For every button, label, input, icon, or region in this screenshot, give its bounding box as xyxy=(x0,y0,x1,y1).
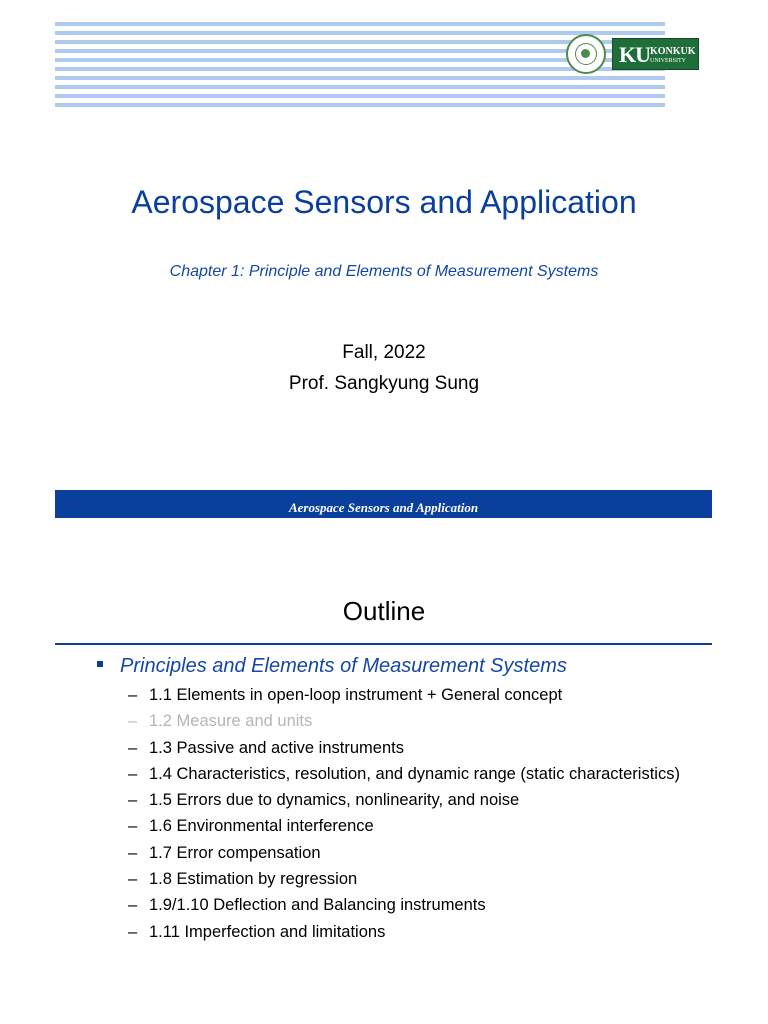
konkuk-university-logo xyxy=(612,38,699,70)
footer-banner: Aerospace Sensors and Application xyxy=(55,490,712,518)
outline-title: Outline xyxy=(342,596,426,626)
logo-name: KONKUK xyxy=(650,46,696,57)
logo-label: UNIVERSITY xyxy=(650,58,686,64)
university-seal-icon xyxy=(566,34,606,74)
section-heading: Principles and Elements of Measurement Systems xyxy=(120,655,567,677)
term-label: Fall, 2022 xyxy=(342,342,426,363)
list-item: – 1.4 Characteristics, resolution, and dynamic range (static characteristics) xyxy=(128,764,680,783)
list-item: – 1.9/1.10 Deflection and Balancing instruments xyxy=(128,896,486,915)
list-item: – 1.8 Estimation by regression xyxy=(128,870,358,889)
list-item: – 1.11 Imperfection and limitations xyxy=(128,922,386,941)
list-item: – 1.1 Elements in open-loop instrument + General concept xyxy=(128,686,563,704)
outline-list xyxy=(128,685,688,948)
list-item: – 1.2 Measure and units xyxy=(128,712,313,731)
professor-name: Prof. Sangkyung Sung xyxy=(288,373,480,394)
list-item: – 1.6 Environmental interference xyxy=(128,817,374,836)
slide-title: Aerospace Sensors and Application xyxy=(131,184,637,220)
title-divider xyxy=(55,643,712,645)
square-bullet-icon xyxy=(97,661,103,667)
list-item: – 1.5 Errors due to dynamics, nonlinearity, and noise xyxy=(128,791,520,810)
list-item: – 1.3 Passive and active instruments xyxy=(128,738,404,757)
logo-abbrev: KU xyxy=(619,42,650,67)
chapter-subtitle: Chapter 1: Principle and Elements of Measurement Systems xyxy=(169,263,599,280)
list-item: – 1.7 Error compensation xyxy=(128,843,321,862)
